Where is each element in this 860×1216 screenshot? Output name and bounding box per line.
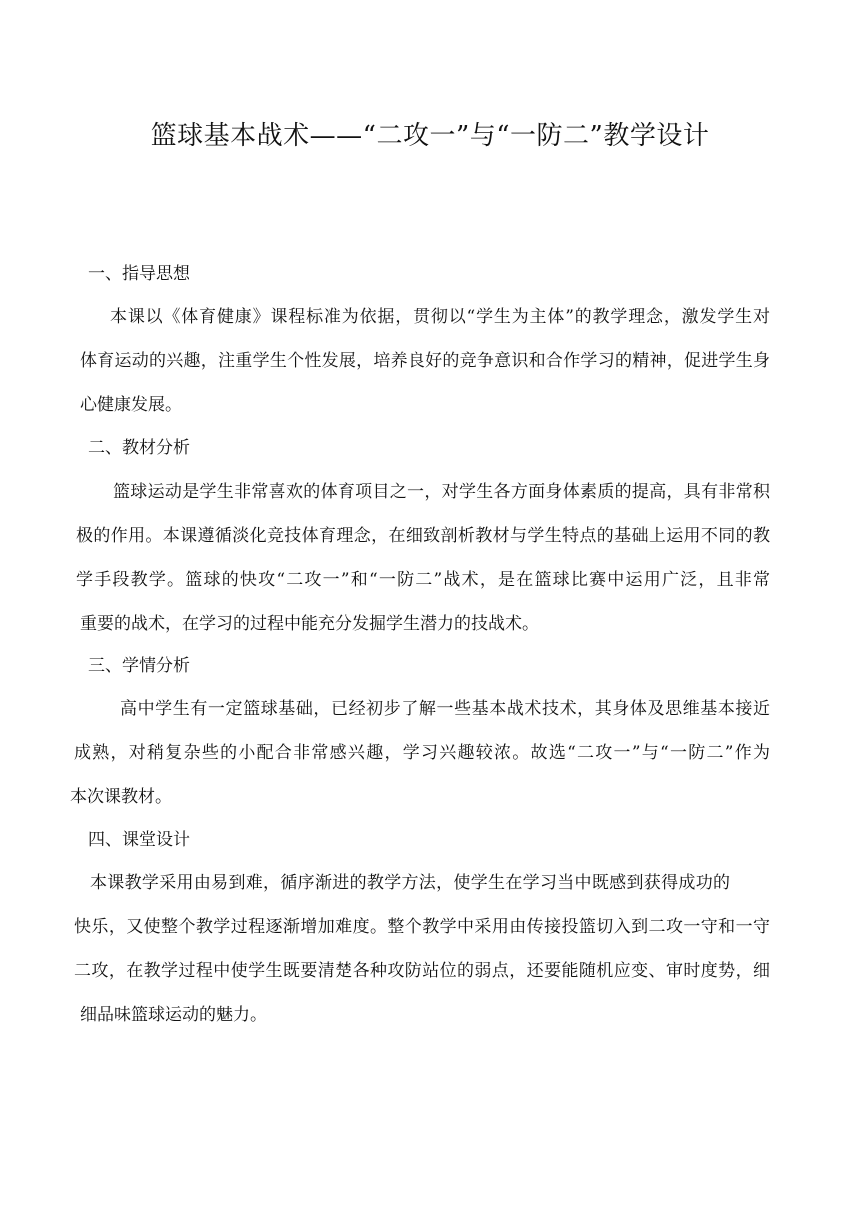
paragraph-line: 高中学生有一定篮球基础，已经初步了解一些基本战术技术，其身体及思维基本接近: [120, 699, 770, 719]
paragraph-line: 心健康发展。: [80, 395, 182, 415]
paragraph-line: 细品味篮球运动的魅力。: [80, 1005, 267, 1025]
section-heading: 四、课堂设计: [88, 830, 190, 850]
paragraph-line: 二攻，在教学过程中使学生既要清楚各种攻防站位的弱点，还要能随机应变、审时度势，细: [74, 961, 770, 981]
section-heading: 三、学情分析: [88, 656, 190, 676]
paragraph-line: 学手段教学。篮球的快攻“二攻一”和“一防二”战术，是在篮球比赛中运用广泛，且非常: [76, 570, 770, 590]
section-heading: 一、指导思想: [88, 264, 190, 284]
paragraph-line: 本课教学采用由易到难，循序渐进的教学方法，使学生在学习当中既感到获得成功的: [90, 873, 730, 893]
paragraph-line: 篮球运动是学生非常喜欢的体育项目之一，对学生各方面身体素质的提高，具有非常积: [113, 482, 770, 502]
paragraph-line: 快乐，又使整个教学过程逐渐增加难度。整个教学中采用由传接投篮切入到二攻一守和一守: [74, 917, 770, 937]
section-heading: 二、教材分析: [88, 438, 190, 458]
paragraph-line: 体育运动的兴趣，注重学生个性发展，培养良好的竞争意识和合作学习的精神，促进学生身: [80, 351, 770, 371]
paragraph-line: 重要的战术，在学习的过程中能充分发掘学生潜力的技战术。: [80, 614, 539, 634]
paragraph-line: 本课以《体育健康》课程标准为依据，贯彻以“学生为主体”的教学理念，激发学生对: [110, 307, 770, 327]
document-title: 篮球基本战术——“二攻一”与“一防二”教学设计: [150, 121, 710, 151]
paragraph-line: 成熟，对稍复杂些的小配合非常感兴趣，学习兴趣较浓。故选“二攻一”与“一防二”作为: [74, 743, 770, 763]
paragraph-line: 本次课教材。: [70, 787, 172, 807]
paragraph-line: 极的作用。本课遵循淡化竞技体育理念，在细致剖析教材与学生特点的基础上运用不同的教: [76, 526, 770, 546]
